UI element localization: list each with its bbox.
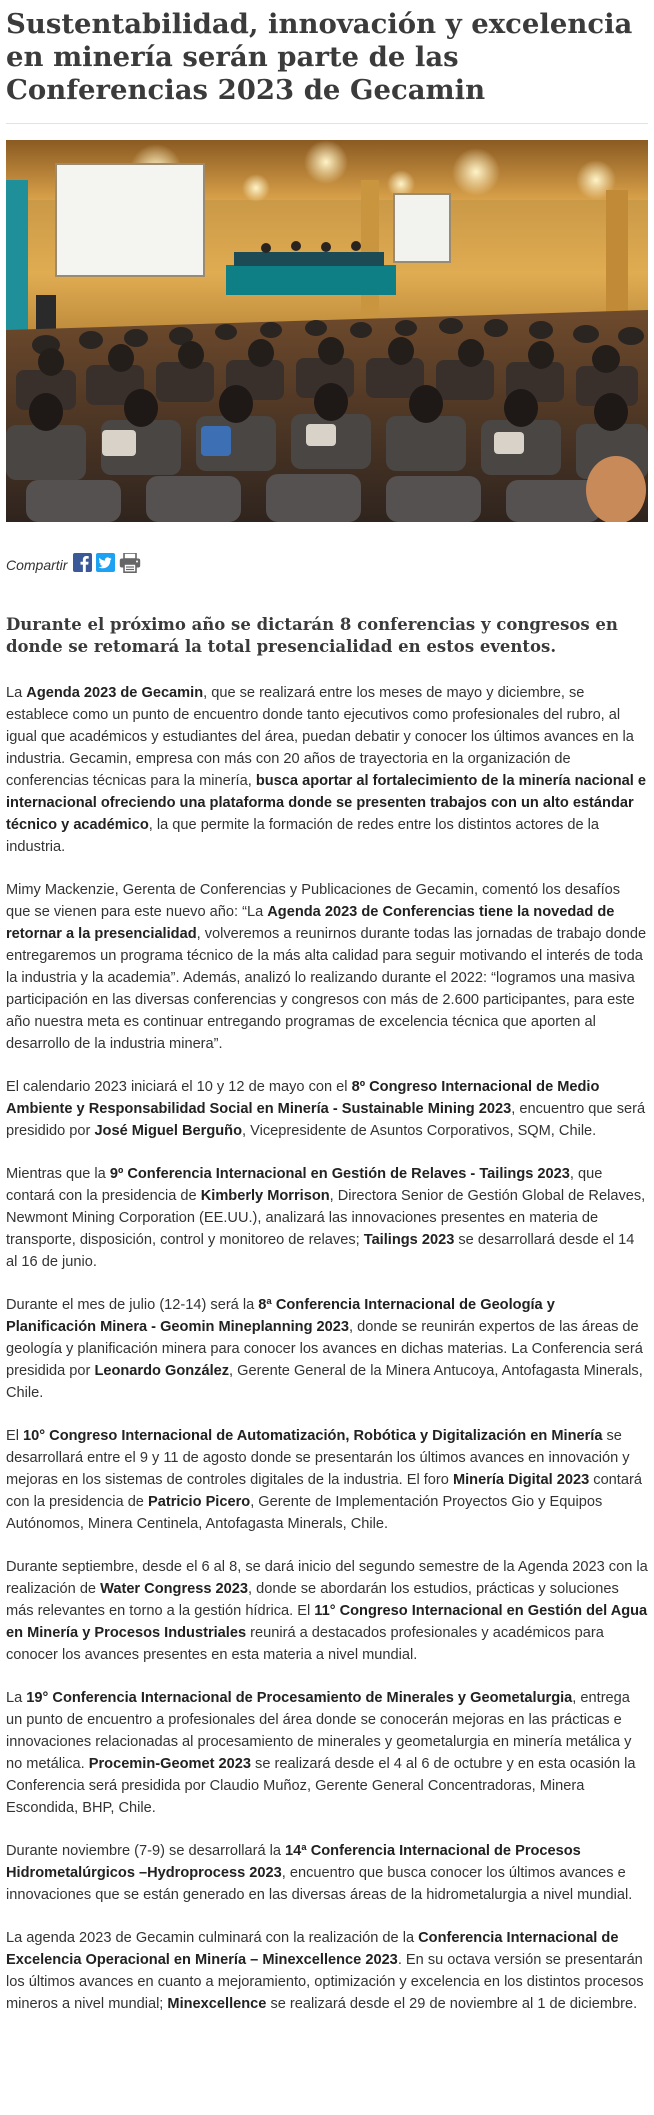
paragraph-text: Mimy Mackenzie, Gerenta de Conferencias y Publicaciones de Gecamin, comentó los desafíos que se vienen para este nuevo año: “La <box>6 882 621 920</box>
paragraph-text: , donde se abordarán los estudios, prácticas y soluciones más relevantes en torno a la gestión hídrica. El <box>6 1581 619 1619</box>
paragraph-text: El <box>6 1428 24 1444</box>
paragraph-text: , Gerente de Implementación Proyectos Gio y Equipos Autónomos, Minera Centinela, Antofagasta Minerals, Chile. <box>6 1494 603 1532</box>
article-paragraph <box>6 1927 648 2015</box>
share-bar <box>6 548 648 582</box>
paragraph-text: , la que permite la formación de redes entre los distintos actores de la industria. <box>6 817 599 855</box>
paragraph-text: se realizará desde el 4 al 6 de octubre y en esta ocasión la Conferencia será presidida por Claudio Muñoz, Gerente General Concentradoras, Minera Escondida, BHP, Chile. <box>6 1756 636 1816</box>
title-divider <box>6 123 648 124</box>
bold-text: 8º Congreso Internacional de Medio Ambiente y Responsabilidad Social en Minería - Sustainable Mining 2023 <box>6 1079 600 1117</box>
paragraph-text: , que se realizará entre los meses de mayo y diciembre, se establece como un punto de encuentro donde tanto ejecutivos como profesionales del rubro, al igual que académicos y estudiantes del área, puedan debatir y conocer los últimos avances en la industria. Gecamin, empresa con más con 20 años de trayectoria en la organización de conferencias técnicas para la minería, <box>6 685 634 789</box>
paragraph-text: se desarrollará entre el 9 y 11 de agosto donde se presentarán los últimos avances en innovación y mejoras en los sistemas de controles digitales de la industria. El foro <box>6 1428 630 1488</box>
print-icon[interactable] <box>119 553 141 578</box>
article <box>0 8 654 2015</box>
paragraph-text: , Vicepresidente de Asuntos Corporativos, SQM, Chile. <box>242 1123 597 1139</box>
paragraph-text: Durante el mes de julio (12-14) será la <box>6 1297 259 1313</box>
paragraph-text: , que contará con la presidencia de <box>6 1166 603 1204</box>
paragraph-text: La <box>6 685 27 701</box>
bold-text: 11° Congreso Internacional en Gestión del Agua en Minería y Procesos Industriales <box>6 1603 648 1641</box>
paragraph-text: La <box>6 1690 27 1706</box>
article-paragraph <box>6 1687 648 1819</box>
bold-text: 14ª Conferencia Internacional de Procesos Hidrometalúrgicos –Hydroprocess 2023 <box>6 1843 581 1881</box>
article-paragraph <box>6 1076 648 1142</box>
paragraph-text: Durante noviembre (7-9) se desarrollará la <box>6 1843 286 1859</box>
conference-hall-photo <box>6 140 648 522</box>
article-paragraph <box>6 879 648 1055</box>
paragraph-text: , encuentro que busca conocer los últimos avances e innovaciones que se están generado en las diversas áreas de la hidrometalurgia a nivel mundial. <box>6 1865 633 1903</box>
paragraph-text: , encuentro que será presidido por <box>6 1101 646 1139</box>
article-lead: Durante el próximo año se dictarán 8 conferencias y congresos en donde se retomará la total presencialidad en estos eventos. <box>6 615 618 656</box>
paragraph-text: , donde se reunirán expertos de las áreas de geología y planificación minera para conocer los avances en dichas materias. La Conferencia será presidida por <box>6 1319 643 1379</box>
paragraph-text: , Directora Senior de Gestión Global de Relaves, Newmont Mining Corporation (EE.UU.), analizará las innovaciones presentes en materia de transporte, disposición, control y monitoreo de relaves; <box>6 1188 646 1248</box>
paragraph-text: contará con la presidencia de <box>6 1472 642 1510</box>
article-paragraph <box>6 1840 648 1906</box>
bold-text: Procemin-Geomet 2023 <box>88 1756 251 1772</box>
bold-text: Minería Digital 2023 <box>452 1472 590 1488</box>
article-title: Sustentabilidad, innovación y excelencia en minería serán parte de las Conferencias 2023 de Gecamin <box>6 8 633 106</box>
bold-text: 9º Conferencia Internacional en Gestión de Relaves - Tailings 2023 <box>109 1166 570 1182</box>
share-label: Compartir <box>6 557 68 573</box>
paragraph-text: , Gerente General de la Minera Antucoya, Antofagasta Minerals, Chile. <box>6 1363 643 1401</box>
bold-text: Agenda 2023 de Gecamin <box>26 685 204 701</box>
twitter-icon[interactable] <box>96 553 115 577</box>
bold-text: 19° Conferencia Internacional de Procesamiento de Minerales y Geometalurgia <box>26 1690 573 1706</box>
paragraph-text: se realizará desde el 29 de noviembre al 1 de diciembre. <box>266 1996 638 2012</box>
article-paragraph <box>6 1294 648 1404</box>
paragraph-text: Durante septiembre, desde el 6 al 8, se dará inicio del segundo semestre de la Agenda 2023 con la realización de <box>6 1559 648 1597</box>
bold-text: Kimberly Morrison <box>200 1188 330 1204</box>
paragraph-text: , volveremos a reunirnos durante todas las jornadas de trabajo donde entregaremos un programa técnico de la más alta calidad para seguir motivando el interés de toda la industria y la academia”. Además, analizó lo realizando durante el 2022: “logramos una masiva participación en las diversas conferencias y congresos con más de 2.600 participantes, para este año nuestra meta es continuar entregando programas de excelencia técnica que aporten al desarrollo de la industria minera”. <box>6 926 647 1052</box>
paragraph-text: reunirá a destacados profesionales y académicos para conocer los avances presentes en esta materia a nivel mundial. <box>6 1625 604 1663</box>
article-body <box>6 682 648 2015</box>
paragraph-text: , entrega un punto de encuentro a profesionales del área donde se conocerán mejoras en las prácticas e innovaciones relacionadas al procesamiento de minerales y geometalurgia en minería metálica y no metálica. <box>6 1690 632 1772</box>
article-paragraph <box>6 682 648 858</box>
bold-text: 8ª Conferencia Internacional de Geología y Planificación Minera - Geomin Mineplanning 2023 <box>6 1297 555 1335</box>
paragraph-text: . En su octava versión se presentarán los últimos avances en cuanto a mejoramiento, optimización y excelencia en los distintos procesos mineros a nivel mundial; <box>6 1952 644 2012</box>
paragraph-text: La agenda 2023 de Gecamin culminará con la realización de la <box>6 1930 419 1946</box>
bold-text: Tailings 2023 <box>363 1232 455 1248</box>
paragraph-text: se desarrollará desde el 14 al 16 de junio. <box>6 1232 635 1270</box>
bold-text: busca aportar al fortalecimiento de la minería nacional e internacional ofreciendo una plataforma donde se presenten trabajos con un alto estándar técnico y académico <box>6 773 646 833</box>
bold-text: Conferencia Internacional de Excelencia Operacional en Minería – Minexcellence 2023 <box>6 1930 619 1968</box>
paragraph-text: El calendario 2023 iniciará el 10 y 12 de mayo con el <box>6 1079 352 1095</box>
article-paragraph <box>6 1163 648 1273</box>
bold-text: Leonardo González <box>94 1363 230 1379</box>
bold-text: Water Congress 2023 <box>100 1581 248 1597</box>
bold-text: Minexcellence <box>167 1996 267 2012</box>
facebook-icon[interactable] <box>73 553 92 577</box>
bold-text: Agenda 2023 de Conferencias tiene la novedad de retornar a la presencialidad <box>6 904 615 942</box>
bold-text: José Miguel Berguño <box>94 1123 243 1139</box>
paragraph-text: Mientras que la <box>6 1166 110 1182</box>
article-paragraph <box>6 1425 648 1535</box>
bold-text: 10° Congreso Internacional de Automatización, Robótica y Digitalización en Minería <box>23 1428 603 1444</box>
bold-text: Patricio Picero <box>147 1494 251 1510</box>
article-paragraph <box>6 1556 648 1666</box>
